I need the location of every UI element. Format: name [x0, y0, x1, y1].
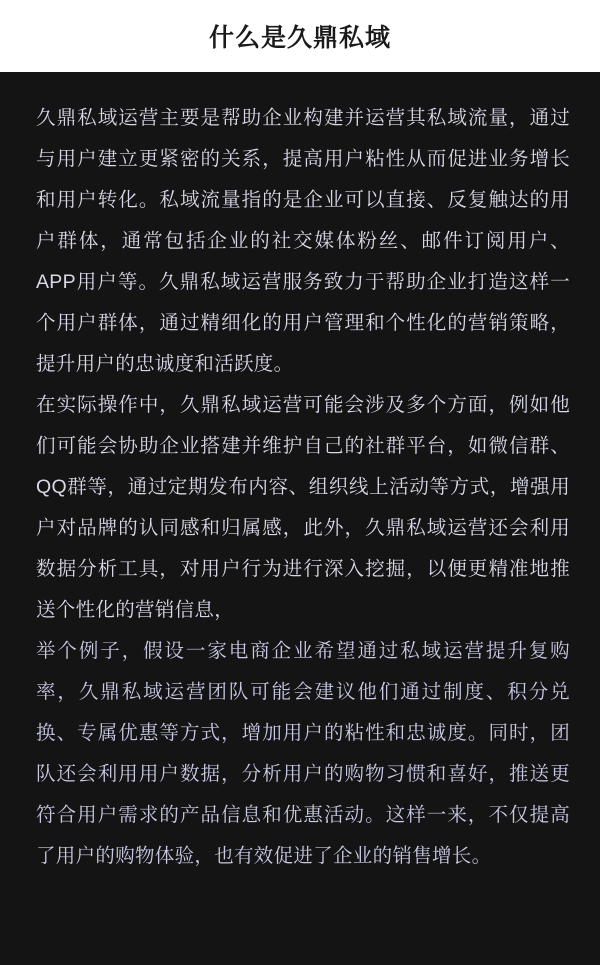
article-paragraph: 久鼎私域运营主要是帮助企业构建并运营其私域流量，通过与用户建立更紧密的关系，提高用户粘性从而促进业务增长和用户转化。私域流量指的是企业可以直接、反复触达的用户群体，通常包括企业的社交媒体粉丝、邮件订阅用户、APP用户等。久鼎私域运营服务致力于帮助企业打造这样一个用户群体，通过精细化的用户管理和个性化的营销策略，提升用户的忠诚度和活跃度。 — [36, 107, 570, 375]
page-title: 什么是久鼎私域 — [208, 24, 391, 52]
article-paragraph: 在实际操作中，久鼎私域运营可能会涉及多个方面，例如他们可能会协助企业搭建并维护自己的社群平台，如微信群、QQ群等，通过定期发布内容、组织线上活动等方式，增强用户对品牌的认同感和归属感，此外，久鼎私域运营还会利用数据分析工具，对用户行为进行深入挖掘，以便更精准地推送个性化的营销信息， — [36, 394, 570, 621]
article-body — [0, 72, 600, 965]
article-paragraph: 举个例子，假设一家电商企业希望通过私域运营提升复购率，久鼎私域运营团队可能会建议他们通过制度、积分兑换、专属优惠等方式，增加用户的粘性和忠诚度。同时，团队还会利用用户数据，分析用户的购物习惯和喜好，推送更符合用户需求的产品信息和优惠活动。这样一来，不仅提高了用户的购物体验，也有效促进了企业的销售增长。 — [36, 640, 570, 867]
page-header — [0, 0, 600, 72]
